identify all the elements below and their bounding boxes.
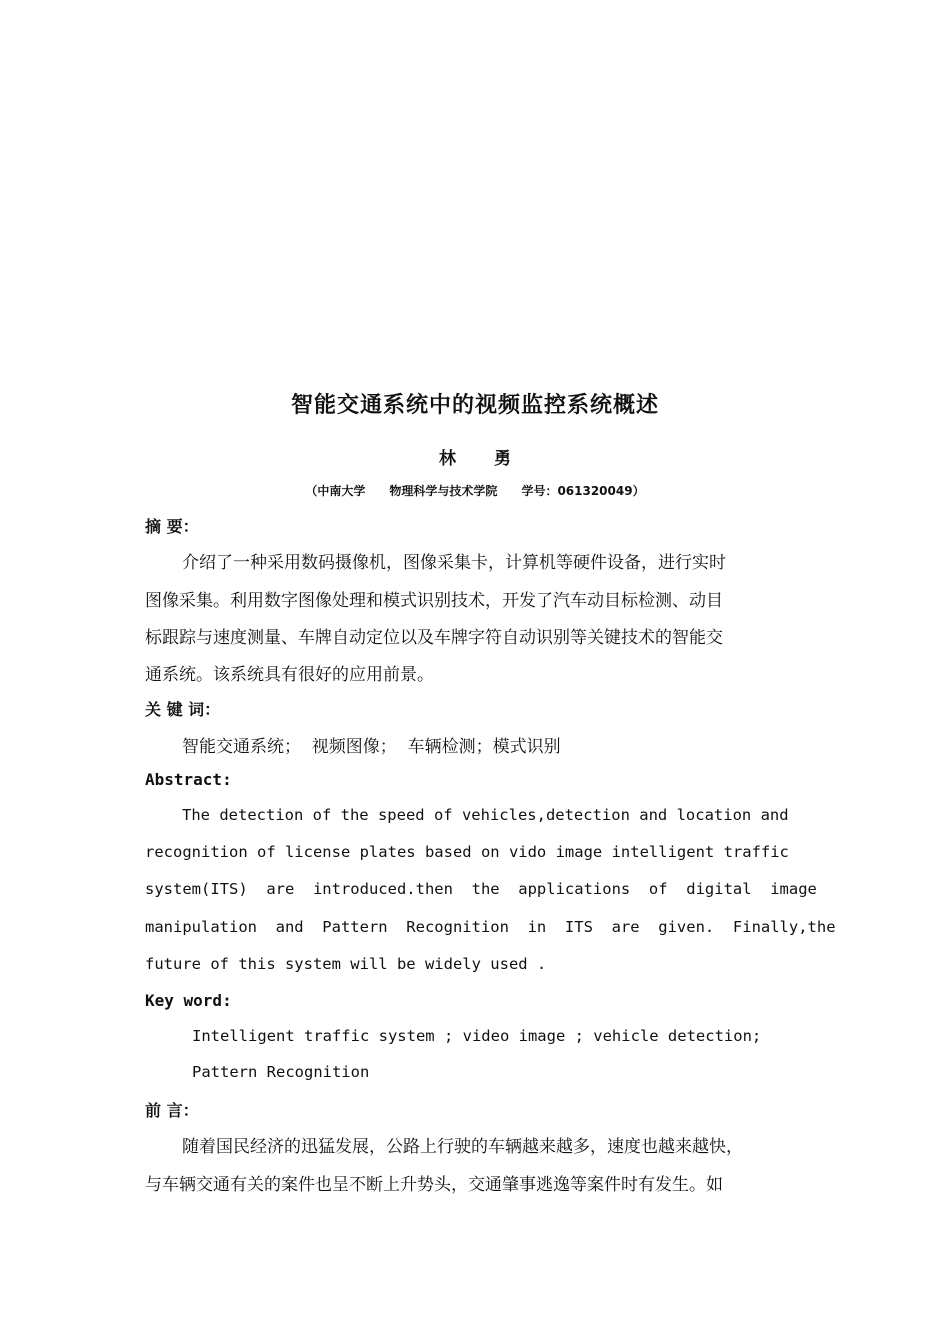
abstract-en-line: manipulation and Pattern Recognition in ITS are given. Finally,the [145, 918, 836, 936]
author-given-name: 林 [439, 449, 456, 469]
affiliation-student-id: 学号：061320049 [521, 484, 633, 498]
keywords-cn-label: 关 键 词： [145, 700, 221, 719]
keywords-en-line: Pattern Recognition [192, 1063, 370, 1081]
affiliation-school: 物理科学与技术学院 [389, 484, 498, 498]
abstract-en-line: The detection of the speed of vehicles,detection and location and [182, 806, 789, 824]
keywords-en-line: Intelligent traffic system ; video image ; vehicle detection; [192, 1027, 762, 1045]
author-family-name: 勇 [494, 449, 511, 469]
keywords-en-label: Key word: [145, 991, 232, 1010]
abstract-cn-line: 图像采集。利用数字图像处理和模式识别技术，开发了汽车动目标检测、动目 [145, 591, 723, 611]
abstract-cn-label: 摘 要： [145, 517, 199, 536]
abstract-cn-line: 标跟踪与速度测量、车牌自动定位以及车牌字符自动识别等关键技术的智能交 [145, 628, 723, 648]
author-name [0, 444, 950, 469]
paper-title: 智能交通系统中的视频监控系统概述 [290, 393, 659, 418]
abstract-en-line: future of this system will be widely used . [145, 955, 547, 973]
abstract-en-line: system(ITS) are introduced.then the applications of digital image [145, 880, 817, 898]
preface-line: 与车辆交通有关的案件也呈不断上升势头，交通肇事逃逸等案件时有发生。如 [145, 1175, 723, 1195]
preface-line: 随着国民经济的迅猛发展，公路上行驶的车辆越来越多，速度也越来越快， [182, 1137, 743, 1157]
abstract-en-line: recognition of license plates based on vido image intelligent traffic [145, 843, 789, 861]
preface-label: 前 言： [145, 1101, 199, 1120]
abstract-cn-line: 通系统。该系统具有很好的应用前景。 [145, 665, 434, 685]
abstract-cn-line: 介绍了一种采用数码摄像机，图像采集卡，计算机等硬件设备，进行实时 [182, 553, 726, 573]
affiliation [0, 482, 950, 499]
abstract-en-label: Abstract: [145, 770, 232, 789]
affiliation-close-paren: ） [632, 484, 645, 498]
affiliation-open-paren: （ [305, 484, 318, 498]
affiliation-university: 中南大学 [317, 484, 366, 498]
keywords-cn-text: 智能交通系统； 视频图像； 车辆检测；模式识别 [182, 737, 561, 757]
